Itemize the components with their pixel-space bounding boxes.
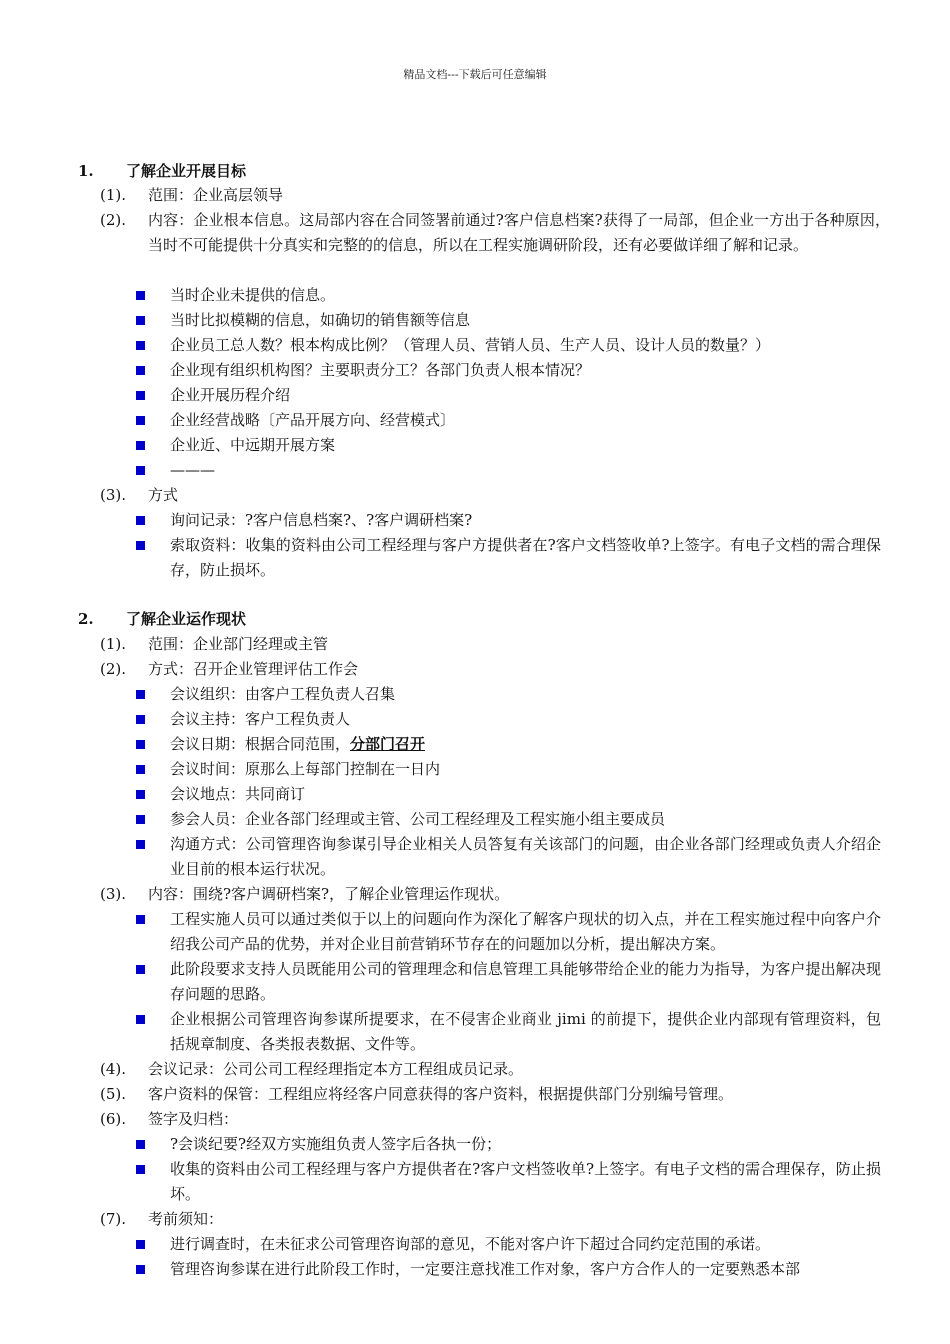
- bullet-text-prefix: 会议日期：根据合同范围，: [170, 735, 351, 753]
- bullet-text: 工程实施人员可以通过类似于以上的问题向作为深化了解客户现状的切入点，并在工程实施过程中向客户介绍我公司产品的优势，并对企业目前营销环节存在的问题加以分析，提出解决方案。: [170, 910, 881, 953]
- bullet-text: [170, 732, 881, 757]
- bullet-text: 会议地点：共同商订: [170, 785, 306, 803]
- square-bullet-icon: [136, 541, 145, 550]
- bullet-item: [136, 358, 881, 383]
- bullet-text: 企业员工总人数？根本构成比例？（管理人员、营销人员、生产人员、设计人员的数量？）: [170, 336, 771, 354]
- square-bullet-icon: [136, 690, 145, 699]
- section-number: 1.: [78, 162, 94, 180]
- page-header: 精品文档---下载后可任意编辑: [403, 68, 547, 81]
- bullet-item: [136, 907, 881, 957]
- bullet-text: 参会人员：企业各部门经理或主管、公司工程经理及工程实施小组主要成员: [170, 810, 666, 828]
- item-text: 内容：围绕?客户调研档案?，了解企业管理运作现状。: [148, 885, 510, 903]
- bullet-text: 沟通方式：公司管理咨询参谋引导企业相关人员答复有关该部门的问题，由企业各部门经理或负责人介绍企业目前的根本运行状况。: [170, 835, 881, 878]
- section-title-text: 了解企业开展目标: [126, 162, 247, 180]
- bullet-text: 当时比拟模糊的信息，如确切的销售额等信息: [170, 311, 471, 329]
- square-bullet-icon: [136, 1015, 145, 1024]
- bullet-text: 当时企业未提供的信息。: [170, 286, 336, 304]
- bullet-item: [136, 458, 881, 483]
- item-number: (7).: [100, 1210, 127, 1228]
- bullet-text: 企业开展历程介绍: [170, 386, 291, 404]
- emphasized-text: 分部门召开: [350, 735, 426, 753]
- item-text: 会议记录：公司公司工程经理指定本方工程组成员记录。: [148, 1060, 524, 1078]
- square-bullet-icon: [136, 1140, 145, 1149]
- item-text: 客户资料的保管：工程组应将经客户同意获得的客户资料，根据提供部门分别编号管理。: [148, 1085, 734, 1103]
- item-number: (1).: [100, 186, 127, 204]
- list-item: [100, 632, 890, 657]
- bullet-text: 询问记录：?客户信息档案?、?客户调研档案?: [170, 511, 473, 529]
- list-item: [100, 183, 890, 208]
- bullet-item: [136, 383, 881, 408]
- item-text: 考前须知：: [148, 1210, 224, 1228]
- square-bullet-icon: [136, 965, 145, 974]
- bullet-text: 此阶段要求支持人员既能用公司的管理理念和信息管理工具能够带给企业的能力为指导，为客户提出解决现存问题的思路。: [170, 960, 881, 1003]
- square-bullet-icon: [136, 790, 145, 799]
- square-bullet-icon: [136, 516, 145, 525]
- bullet-item: [136, 1257, 881, 1282]
- square-bullet-icon: [136, 366, 145, 375]
- square-bullet-icon: [136, 815, 145, 824]
- bullet-item: [136, 333, 881, 358]
- bullet-item: [136, 1157, 881, 1207]
- item-number: (2).: [100, 211, 127, 229]
- square-bullet-icon: [136, 915, 145, 924]
- item-number: (5).: [100, 1085, 127, 1103]
- item-number: (4).: [100, 1060, 127, 1078]
- section-number: 2.: [78, 610, 94, 628]
- list-item: [100, 1057, 890, 1082]
- bullet-text: 进行调查时，在未征求公司管理咨询部的意见，不能对客户许下超过合同约定范围的承诺。: [170, 1235, 771, 1253]
- square-bullet-icon: [136, 416, 145, 425]
- item-number: (1).: [100, 635, 127, 653]
- bullet-item: [136, 433, 881, 458]
- item-text: 范围：企业高层领导: [148, 186, 284, 204]
- item-text: 方式: [148, 486, 179, 504]
- bullet-text: 会议时间：原那么上每部门控制在一日内: [170, 760, 441, 778]
- square-bullet-icon: [136, 466, 145, 475]
- square-bullet-icon: [136, 1265, 145, 1274]
- square-bullet-icon: [136, 441, 145, 450]
- bullet-item: [136, 832, 881, 882]
- item-text: 签字及归档：: [148, 1110, 239, 1128]
- square-bullet-icon: [136, 1240, 145, 1249]
- bullet-item: [136, 508, 881, 533]
- bullet-text: 企业根据公司管理咨询参谋所提要求，在不侵害企业商业 jimi 的前提下，提供企业内部现有管理资料，包括规章制度、各类报表数据、文件等。: [170, 1010, 881, 1053]
- list-item: [100, 1082, 890, 1107]
- bullet-item: [136, 533, 881, 583]
- bullet-text: 管理咨询参谋在进行此阶段工作时，一定要注意找准工作对象，客户方合作人的一定要熟悉本部: [170, 1260, 801, 1278]
- bullet-item: [136, 308, 881, 333]
- bullet-text: 收集的资料由公司工程经理与客户方提供者在?客户文档签收单?上签字。有电子文档的需合理保存，防止损坏。: [170, 1160, 881, 1203]
- square-bullet-icon: [136, 740, 145, 749]
- bullet-item: [136, 1232, 881, 1257]
- bullet-item: [136, 782, 881, 807]
- bullet-item: [136, 707, 881, 732]
- bullet-text: ?会谈纪要?经双方实施组负责人签字后各执一份；: [170, 1135, 502, 1153]
- square-bullet-icon: [136, 1165, 145, 1174]
- list-item: [100, 657, 890, 682]
- list-item: [100, 1107, 890, 1132]
- square-bullet-icon: [136, 341, 145, 350]
- square-bullet-icon: [136, 765, 145, 774]
- section-title: [78, 608, 246, 630]
- bullet-text: ———: [170, 461, 215, 479]
- bullet-item: [136, 682, 881, 707]
- bullet-item: [136, 1132, 881, 1157]
- square-bullet-icon: [136, 316, 145, 325]
- item-number: (6).: [100, 1110, 127, 1128]
- square-bullet-icon: [136, 715, 145, 724]
- item-text: 方式：召开企业管理评估工作会: [148, 660, 359, 678]
- item-text: 范围：企业部门经理或主管: [148, 635, 329, 653]
- square-bullet-icon: [136, 840, 145, 849]
- item-number: (2).: [100, 660, 127, 678]
- bullet-text: 企业经营战略〔产品开展方向、经营模式〕: [170, 411, 456, 429]
- bullet-item: [136, 283, 881, 308]
- bullet-text: 企业现有组织机构图？主要职责分工？各部门负责人根本情况？: [170, 361, 591, 379]
- bullet-item: [136, 1007, 881, 1057]
- bullet-item: [136, 757, 881, 782]
- bullet-text: 会议主持：客户工程负责人: [170, 710, 351, 728]
- section-title-text: 了解企业运作现状: [126, 610, 247, 628]
- square-bullet-icon: [136, 391, 145, 400]
- bullet-text: 会议组织：由客户工程负责人召集: [170, 685, 396, 703]
- section-title: [78, 160, 246, 182]
- item-text: 内容：企业根本信息。这局部内容在合同签署前通过?客户信息档案?获得了一局部，但企业一方出于各种原因，当时不可能提供十分真实和完整的的信息，所以在工程实施调研阶段，还有必要做详细了解和记录。: [148, 211, 890, 254]
- bullet-item: [136, 807, 881, 832]
- item-number: (3).: [100, 486, 127, 504]
- list-item: [100, 882, 890, 907]
- bullet-text: 索取资料：收集的资料由公司工程经理与客户方提供者在?客户文档签收单?上签字。有电子文档的需合理保存，防止损坏。: [170, 536, 881, 579]
- square-bullet-icon: [136, 291, 145, 300]
- bullet-item: [136, 957, 881, 1007]
- bullet-item: [136, 732, 881, 757]
- list-item: [100, 1207, 890, 1232]
- bullet-text: 企业近、中远期开展方案: [170, 436, 336, 454]
- bullet-item: [136, 408, 881, 433]
- list-item: [100, 483, 890, 508]
- item-number: (3).: [100, 885, 127, 903]
- list-item: [100, 208, 890, 258]
